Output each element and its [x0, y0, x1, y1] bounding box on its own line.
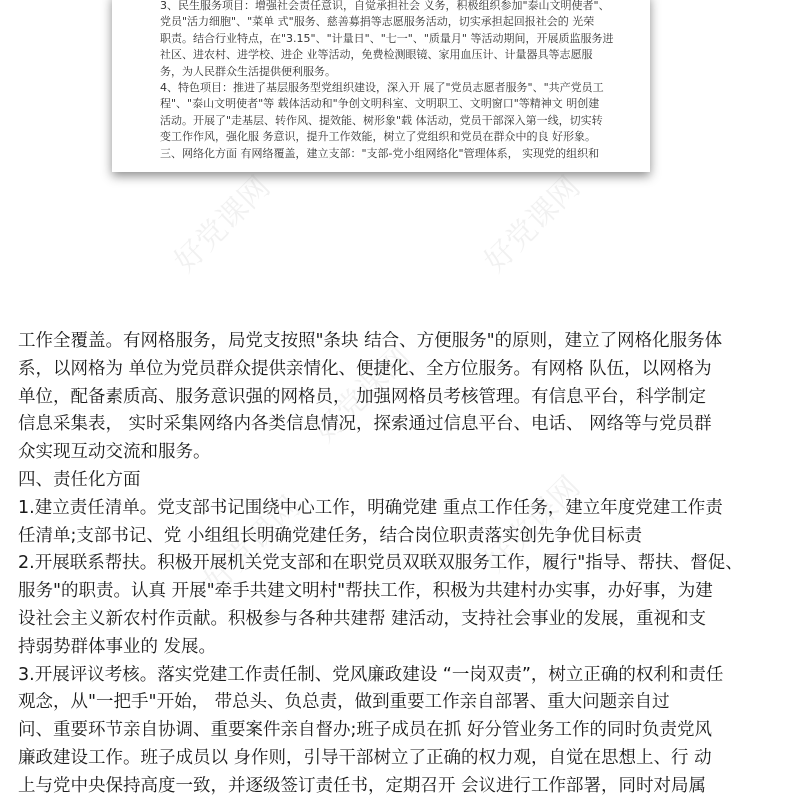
body-line: 3.开展评议考核。落实党建工作责任制、党风廉政建设 “一岗双责”，树立正确的权利和责任 — [18, 664, 724, 685]
preview-line: 4、特色项目：推进了基层服务型党组织建设，深入开 展了"党员志愿者服务"、"共产党员工 — [160, 81, 604, 95]
body-line: 单位，配备素质高、服务意识强的网格员， 加强网格员考核管理。有信息平台，科学制定 — [18, 386, 707, 407]
preview-line: 党员"活力细胞"、"菜单 式"服务、慈善募捐等志愿服务活动，切实承担起回报社会的 光荣 — [160, 15, 595, 29]
body-line: 系，以网格为 单位为党员群众提供亲情化、便捷化、全方位服务。有网格 队伍，以网格为 — [18, 358, 712, 379]
document-page-preview — [112, 0, 650, 172]
watermark: 好党课网 — [167, 169, 278, 280]
preview-line: 活动。开展了"走基层、转作风、提效能、树形象"载 体活动，党员干部深入第一线，切实转 — [160, 113, 603, 127]
watermark: 好党课网 — [477, 169, 588, 280]
watermark: 好党课网 — [307, 339, 418, 450]
preview-line: 职责。结合行业特点，在"3.15"、"计量日"、"七一"、"质量月" 等活动期间，开展质监服务进 — [160, 31, 614, 45]
watermark: 好党课网 — [197, 489, 308, 600]
preview-line: 社区、进农村、进学校、进企 业等活动，免费检测眼镜、家用血压计、计量器具等志愿服 — [160, 48, 593, 62]
body-line: 2.开展联系帮扶。积极开展机关党支部和在职党员双联双服务工作，履行"指导、帮扶、督促、 — [18, 553, 743, 574]
body-line: 任清单;支部书记、党 小组组长明确党建任务，结合岗位职责落实创先争优目标责 — [18, 525, 642, 546]
preview-line: 务，为人民群众生活提供便利服务。 — [160, 64, 336, 78]
body-line: 上与党中央保持高度一致，并逐级签订责任书，定期召开 会议进行工作部署，同时对局属 — [18, 775, 707, 796]
body-line: 工作全覆盖。有网格服务，局党支按照"条块 结合、方便服务"的原则，建立了网格化服务体 — [18, 331, 723, 351]
body-line: 设社会主义新农村作贡献。积极参与各种共建帮 建活动，支持社会事业的发展，重视和支 — [18, 608, 707, 629]
body-line: 众实现互动交流和服务。 — [18, 442, 211, 463]
body-line: 持弱势群体事业的 发展。 — [18, 636, 217, 657]
body-line: 服务"的职责。认真 开展"牵手共建文明村"帮扶工作，积极为共建村办实事，办好事，为建 — [18, 581, 713, 602]
preview-line: 程"、"泰山文明使者"等 载体活动和"争创文明科室、文明职工、文明窗口"等精神文 明创建 — [160, 97, 600, 111]
body-line: 信息采集表， 实时采集网络内各类信息情况，探索通过信息平台、电话、 网络等与党员群 — [18, 414, 712, 435]
watermark: 好党课网 — [477, 469, 588, 580]
preview-line: 三、网络化方面 有网络覆盖，建立支部："支部-党小组网络化"管理体系， 实现党的组织和 — [160, 146, 600, 160]
document-body — [18, 328, 793, 801]
body-line: 廉政建设工作。班子成员以 身作则，引导干部树立了正确的权力观，自觉在思想上、行 动 — [18, 747, 712, 768]
body-line: 1.建立责任清单。党支部书记围绕中心工作，明确党建 重点工作任务，建立年度党建工作责 — [18, 497, 723, 518]
body-line: 观念，从"一把手"开始， 带总头、负总责，做到重要工作亲自部署、重大问题亲自过 — [18, 692, 670, 713]
section-heading: 四、责任化方面 — [18, 469, 141, 490]
body-line: 问、重要环节亲自协调、重要案件亲自督办;班子成员在抓 好分管业务工作的同时负责党风 — [18, 720, 712, 741]
preview-text — [160, 0, 644, 162]
preview-line: 3、民生服务项目：增强社会责任意识，自觉承担社会 义务，积极组织参加"泰山文明使者"、 — [160, 0, 610, 12]
preview-line: 变工作作风，强化服 务意识，提升工作效能，树立了党组织和党员在群众中的良 好形象。 — [160, 130, 596, 144]
